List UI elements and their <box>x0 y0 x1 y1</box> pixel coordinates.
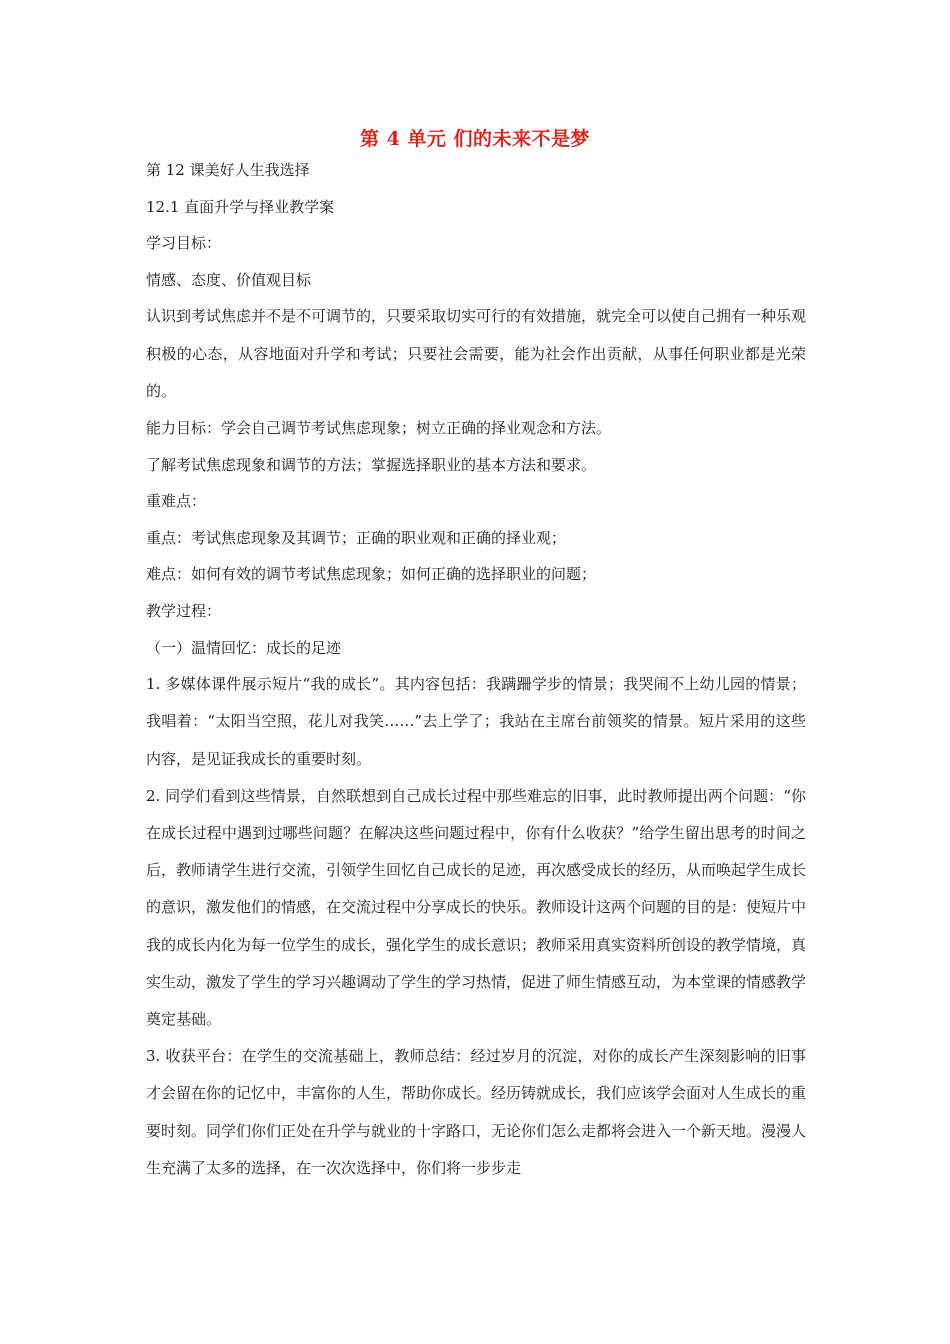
emotion-goal-text: 认识到考试焦虑并不是不可调节的，只要采取切实可行的有效措施，就完全可以使自己拥有一种乐观积极的心态，从容地面对升学和考试；只要社会需要，能为社会作出贡献，从事任何职业都是光荣的。 <box>146 307 807 400</box>
document-body <box>146 152 806 1187</box>
key-difficulty-heading: 重难点： <box>146 492 207 511</box>
goals-heading: 学习目标： <box>146 234 222 253</box>
key-points: 重点：考试焦虑现象及其调节；正确的职业观和正确的择业观； <box>146 528 567 547</box>
process-heading: 教学过程： <box>146 601 222 620</box>
lesson-heading: 第 12 课美好人生我选择 <box>146 161 310 179</box>
ability-goal: 能力目标：学会自己调节考试焦虑现象；树立正确的择业观念和方法。 <box>146 418 612 437</box>
part-one-heading: （一）温情回忆：成长的足迹 <box>146 638 342 657</box>
step-two-paragraph: 2. 同学们看到这些情景，自然联想到自己成长过程中那些难忘的旧事，此时教师提出两个问题：“你在成长过程中遇到过哪些问题？在解决这些问题过程中，你有什么收获？”给学生留出思考的时间之后，教师请学生进行交流，引领学生回忆自己成长的足迹，再次感受成长的经历，从而唤起学生成长的意识，激发他们的情感，在交流过程中分享成长的快乐。教师设计这两个问题的目的是：使短片中我的成长内化为每一位学生的成长，强化学生的成长意识；教师采用真实资料所创设的教学情境，真实生动，激发了学生的学习兴趣调动了学生的学习热情，促进了师生情感互动，为本堂课的情感教学奠定基础。 <box>146 786 807 1028</box>
section-heading: 12.1 直面升学与择业教学案 <box>146 197 335 216</box>
step-three-paragraph: 3. 收获平台：在学生的交流基础上，教师总结：经过岁月的沉淀，对你的成长产生深刻影响的旧事才会留在你的记忆中，丰富你的人生，帮助你成长。经历铸就成长，我们应该学会面对人生成长的重要时刻。同学们你们正处在升学与就业的十字路口，无论你们怎么走都将会进入一个新天地。漫漫人生充满了太多的选择，在一次次选择中，你们将一步步走 <box>146 1047 807 1177</box>
knowledge-goal: 了解考试焦虑现象和调节的方法；掌握选择职业的基本方法和要求。 <box>146 455 597 474</box>
unit-title: 第 4 单元 们的未来不是梦 <box>359 128 591 150</box>
difficult-points: 难点：如何有效的调节考试焦虑现象；如何正确的选择职业的问题； <box>146 565 597 584</box>
step-one-paragraph: 1. 多媒体课件展示短片“我的成长”。其内容包括：我蹒跚学步的情景；我哭闹不上幼儿园的情景；我唱着：“太阳当空照，花儿对我笑……”去上学了；我站在主席台前领奖的情景。短片采用的这些内容，是见证我成长的重要时刻。 <box>146 675 806 768</box>
emotion-goal-heading: 情感、态度、价值观目标 <box>146 270 312 289</box>
